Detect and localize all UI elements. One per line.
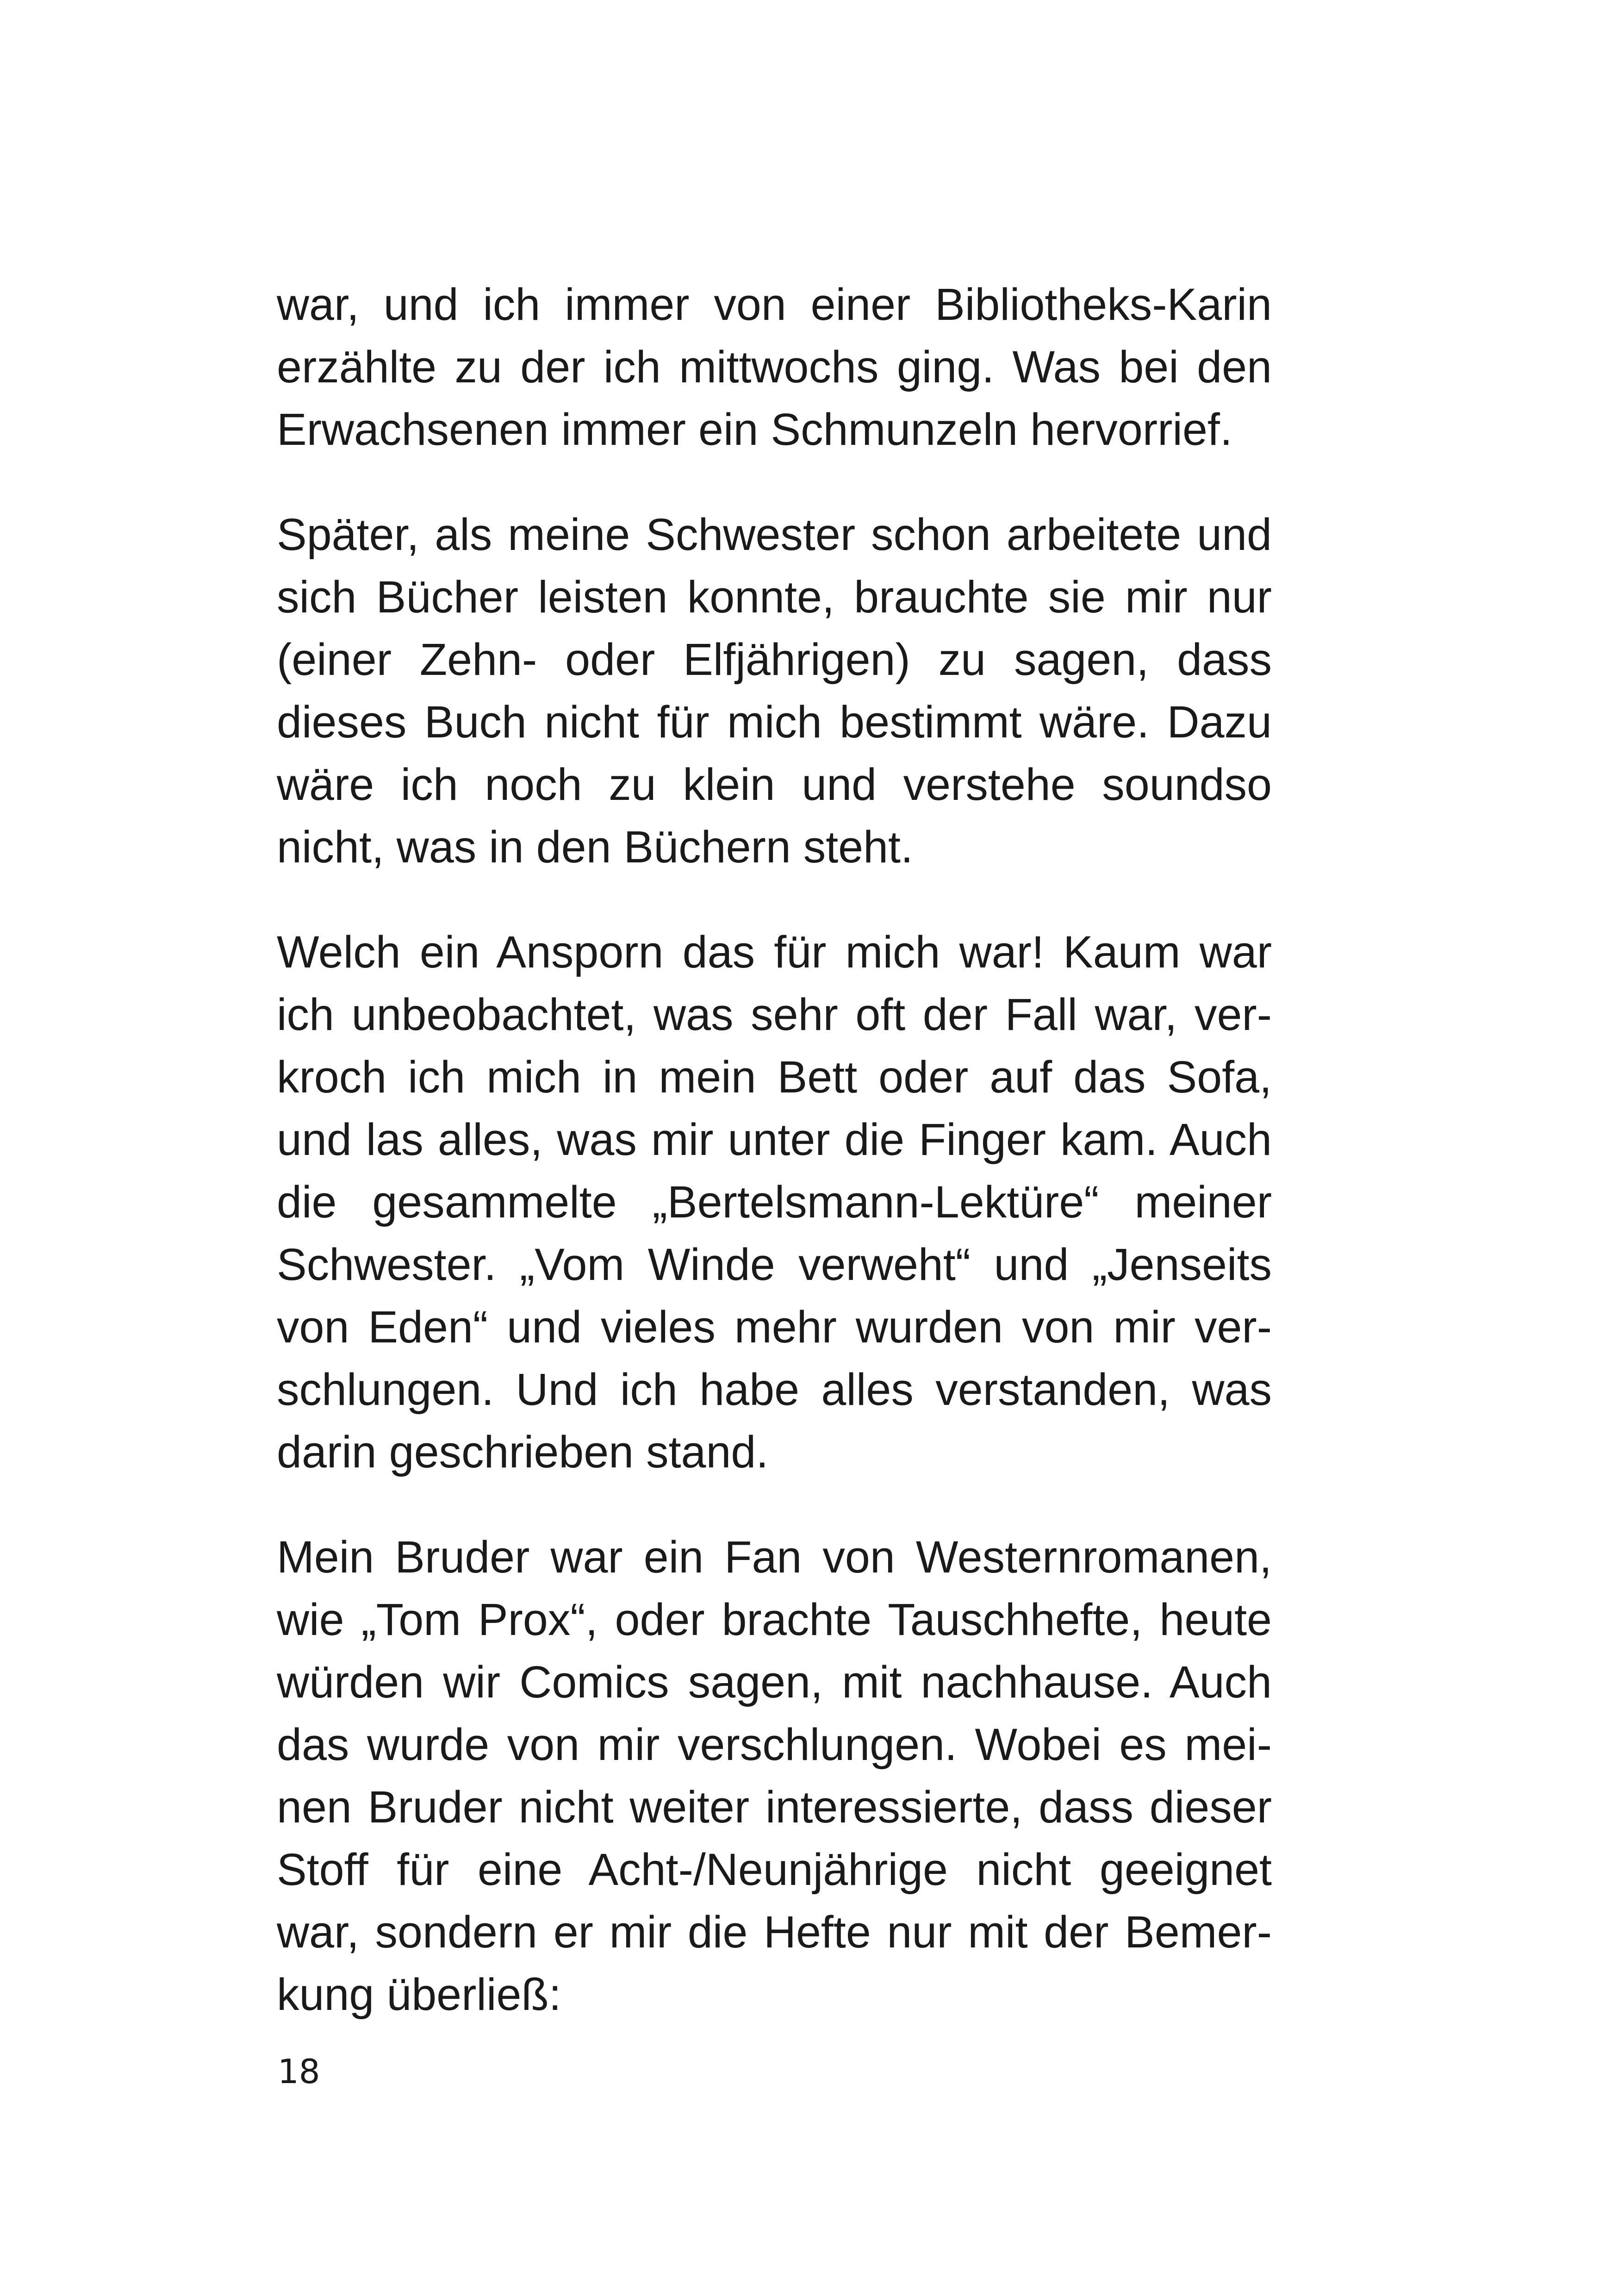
text-line: nicht, was in den Büchern steht. xyxy=(277,822,913,872)
paragraph-3 xyxy=(277,921,1272,1483)
text-line: erzählte zu der ich mittwochs ging. Was bei den xyxy=(277,342,1272,392)
text-line: wäre ich noch zu klein und verstehe soundso xyxy=(277,759,1272,810)
text-line: ich unbeobachtet, was sehr oft der Fall war, ver- xyxy=(277,989,1272,1040)
text-line: war, und ich immer von einer Bibliotheks-Karin xyxy=(277,279,1272,330)
text-line: sich Bücher leisten konnte, brauchte sie mir nur xyxy=(277,572,1272,622)
text-line: wie „Tom Prox“, oder brachte Tauschhefte, heute xyxy=(277,1594,1272,1645)
text-line: kung überließ: xyxy=(277,1969,561,2020)
body-text xyxy=(277,273,1272,2068)
text-line: dieses Buch nicht für mich bestimmt wäre. Dazu xyxy=(277,697,1272,747)
paragraph-2 xyxy=(277,503,1272,878)
text-line: Stoff für eine Acht-/Neunjährige nicht geeignet xyxy=(277,1844,1272,1895)
text-line: Welch ein Ansporn das für mich war! Kaum war xyxy=(277,927,1272,977)
page-number: 18 xyxy=(278,2052,320,2091)
text-line: Erwachsenen immer ein Schmunzeln hervorrief. xyxy=(277,404,1232,455)
text-line: (einer Zehn- oder Elfjährigen) zu sagen, dass xyxy=(277,634,1272,685)
text-line: Später, als meine Schwester schon arbeitete und xyxy=(277,509,1272,560)
paragraph-4 xyxy=(277,1526,1272,2026)
text-line: würden wir Comics sagen, mit nachhause. Auch xyxy=(277,1657,1272,1707)
text-line: Mein Bruder war ein Fan von Westernromanen, xyxy=(277,1532,1272,1582)
text-line: das wurde von mir verschlungen. Wobei es mei- xyxy=(277,1719,1272,1770)
text-line: und las alles, was mir unter die Finger kam. Auch xyxy=(277,1114,1272,1165)
text-line: darin geschrieben stand. xyxy=(277,1427,769,1477)
paragraph-1 xyxy=(277,273,1272,461)
text-line: war, sondern er mir die Hefte nur mit der Bemer- xyxy=(277,1907,1272,1957)
text-line: von Eden“ und vieles mehr wurden von mir ver- xyxy=(277,1302,1272,1352)
text-line: nen Bruder nicht weiter interessierte, dass dieser xyxy=(277,1782,1272,1832)
text-line: Schwester. „Vom Winde verweht“ und „Jenseits xyxy=(277,1239,1272,1290)
text-line: die gesammelte „Bertelsmann-Lektüre“ meiner xyxy=(277,1177,1272,1227)
text-line: schlungen. Und ich habe alles verstanden, was xyxy=(277,1364,1272,1415)
text-line: kroch ich mich in mein Bett oder auf das Sofa, xyxy=(277,1052,1272,1102)
